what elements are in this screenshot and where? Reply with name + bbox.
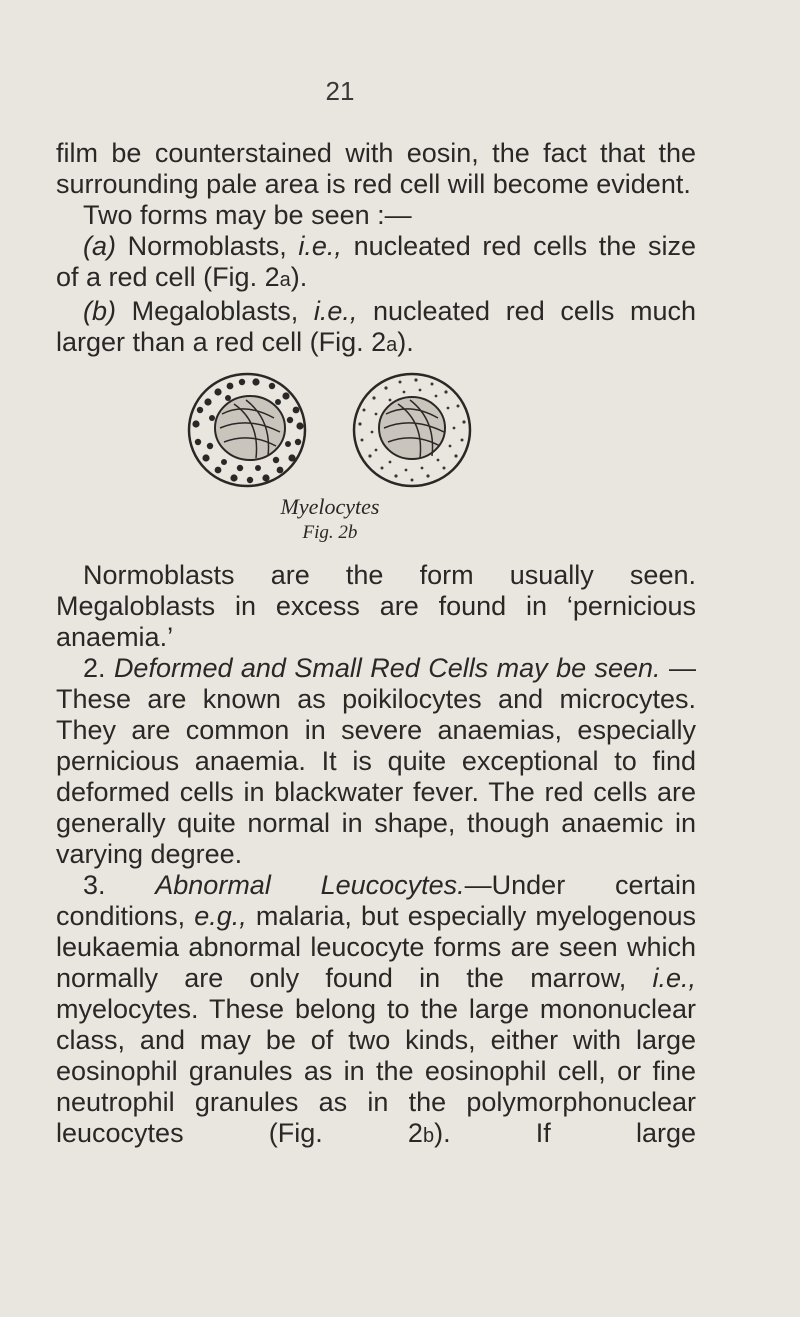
section-3-post: myelocytes. These belong to the large mononuclear class, and may be of two kinds, either with large eosinophil granules as in the eosinophil cell, or fine neutrophil granules as in the polymorphonuclear leucocytes (Fig. 2 — [56, 994, 696, 1148]
item-megaloblasts — [56, 296, 696, 361]
myelocytes-illustration — [150, 362, 510, 497]
item-b-label: (b) — [83, 296, 116, 326]
page-number: 21 — [325, 76, 355, 106]
paragraph-two-forms: Two forms may be seen :— — [83, 200, 412, 230]
figure-label: Fig. 2b — [302, 522, 358, 543]
paragraph-normoblasts: Normoblasts are the form usually seen. Megaloblasts in excess are found in ‘pernicious anaemia.’ — [56, 560, 696, 652]
section-3-end: ). If large — [434, 1118, 696, 1148]
neutrophil-myelocyte-icon — [354, 374, 470, 486]
paragraph-counterstain: film be counterstained with eosin, the fact that the surrounding pale area is red cell will become evident. — [56, 138, 696, 199]
figure-caption: Myelocytes — [280, 494, 380, 519]
section-3-mid: malaria, but especially myelogenous leukaemia abnormal leucocyte forms are seen which normally are only found in the marrow, — [56, 901, 696, 993]
item-a-ie: i.e., — [298, 231, 342, 261]
item-a-pre: Normoblasts, — [116, 231, 299, 261]
section-2-text: —These are known as poikilocytes and microcytes. They are common in severe anaemias, especially pernicious anaemia. It is quite exceptional to find deformed cells in blackwater fever. The red cells are generally quite normal in shape, though anaemic in varying degree. — [56, 653, 696, 869]
item-a-label: (a) — [83, 231, 116, 261]
item-b-ie: i.e., — [313, 296, 358, 326]
body-section — [56, 560, 696, 1152]
item-a-post: nucleated red cells the size of a red cell (Fig. 2 — [56, 231, 696, 292]
item-a-fig-ref: a — [279, 269, 291, 291]
section-abnormal-leucocytes — [56, 870, 696, 1152]
item-b-end: ). — [397, 327, 414, 357]
eosinophil-myelocyte-icon — [189, 374, 305, 486]
item-b-fig-ref: a — [386, 334, 398, 356]
section-deformed-cells — [56, 653, 696, 870]
item-a-end: ). — [290, 262, 308, 292]
section-2-number: 2. — [83, 653, 114, 683]
intro-section — [56, 138, 696, 361]
section-3-eg: e.g., — [194, 901, 247, 931]
section-3-ie: i.e., — [652, 963, 696, 993]
section-3-title: Abnormal Leucocytes. — [155, 870, 465, 900]
figure-myelocytes — [150, 362, 510, 552]
item-normoblasts — [56, 231, 696, 296]
section-3-number: 3. — [83, 870, 156, 900]
item-b-post: nucleated red cells much larger than a red cell (Fig. 2 — [56, 296, 696, 357]
section-2-title: Deformed and Small Red Cells may be seen. — [113, 653, 661, 683]
section-3-pre: —Under certain conditions, — [56, 870, 696, 931]
section-3-fig-ref: b — [422, 1125, 435, 1147]
item-b-pre: Megaloblasts, — [116, 296, 314, 326]
